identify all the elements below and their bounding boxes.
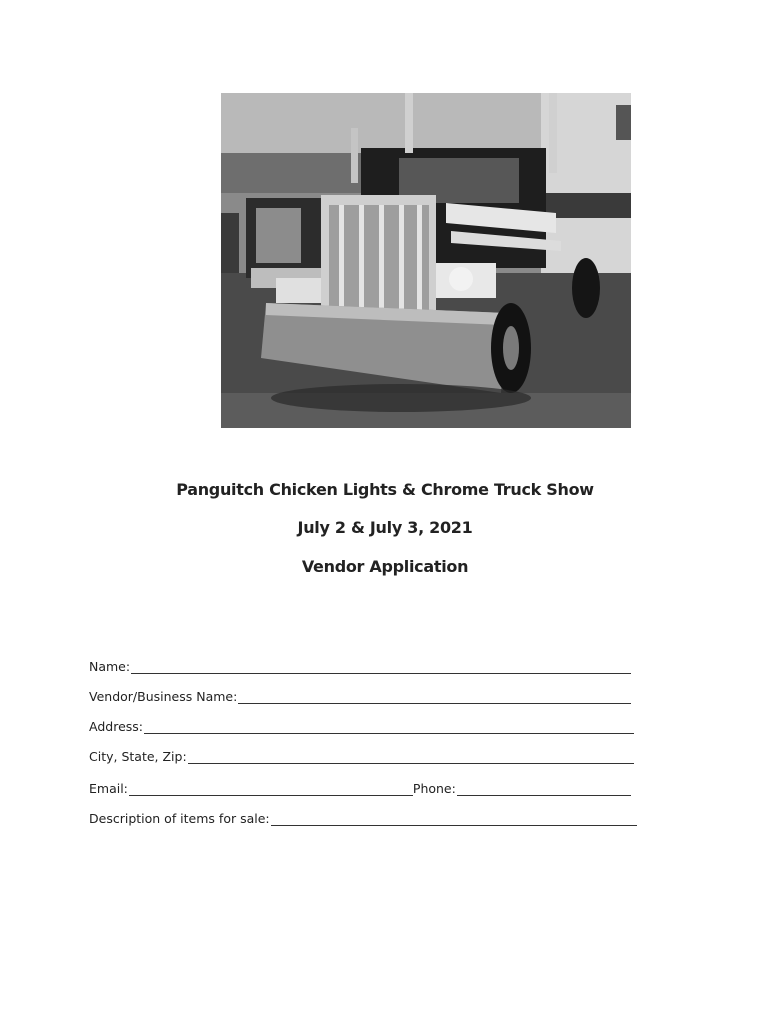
truck-image <box>221 93 631 428</box>
description-label: Description of items for sale: <box>89 811 270 826</box>
business-name-line[interactable] <box>238 689 631 704</box>
city-state-zip-field[interactable] <box>89 742 634 764</box>
form-title: Vendor Application <box>301 557 469 576</box>
email-phone-row <box>89 774 631 796</box>
phone-line[interactable] <box>457 781 631 796</box>
address-line[interactable] <box>144 719 634 734</box>
name-line[interactable] <box>131 659 631 674</box>
name-label: Name: <box>89 659 131 674</box>
email-label: Email: <box>89 781 128 796</box>
phone-label: Phone: <box>412 781 456 796</box>
event-title: Panguitch Chicken Lights & Chrome Truck Show <box>176 480 594 499</box>
city-state-zip-label: City, State, Zip: <box>89 749 187 764</box>
name-field[interactable] <box>89 652 631 674</box>
address-field[interactable] <box>89 712 634 734</box>
address-label: Address: <box>89 719 143 734</box>
event-dates: July 2 & July 3, 2021 <box>297 518 473 537</box>
business-name-field[interactable] <box>89 682 631 704</box>
description-line[interactable] <box>271 811 637 826</box>
description-field[interactable] <box>89 804 637 826</box>
business-name-label: Vendor/Business Name: <box>89 689 238 704</box>
truck-photo <box>221 93 631 428</box>
email-line[interactable] <box>129 781 413 796</box>
city-state-zip-line[interactable] <box>188 749 634 764</box>
